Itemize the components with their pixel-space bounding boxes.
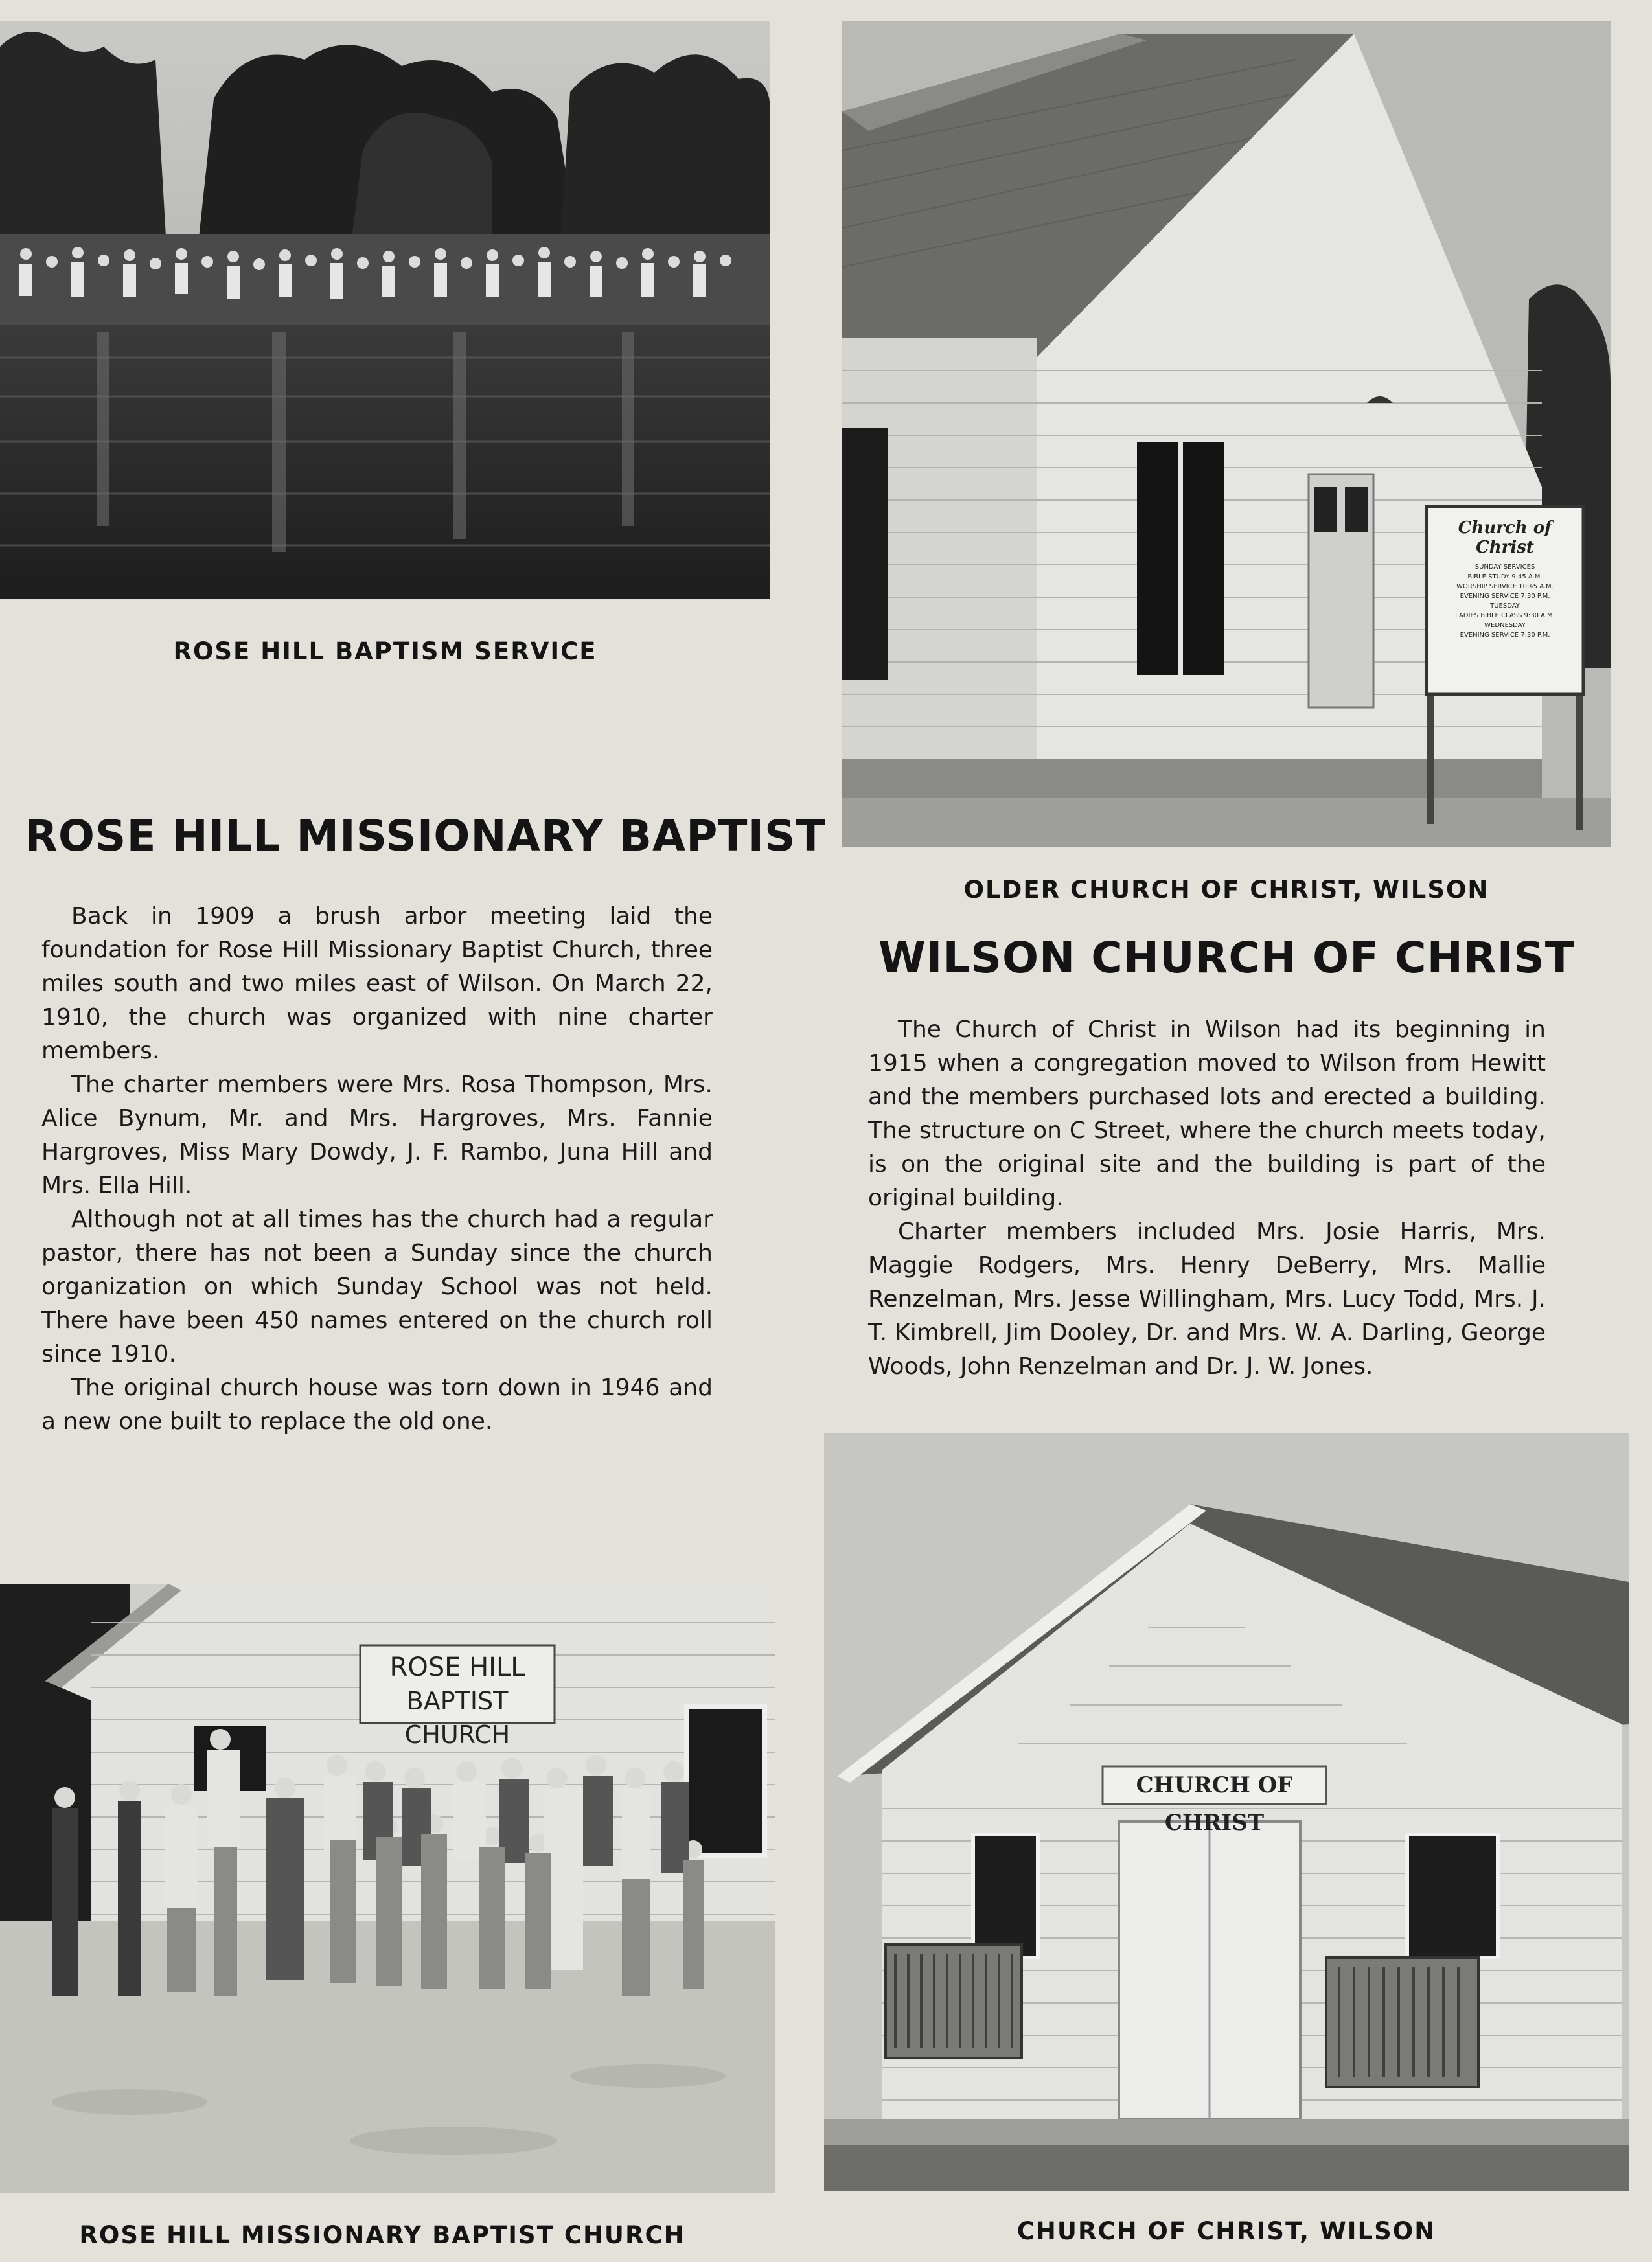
wilson-body [868,1013,1546,1384]
baptism-scene-image [0,21,770,599]
rose-hill-sign-line1: ROSE HILL [389,1652,525,1682]
sign-line: EVENING SERVICE 7:30 P.M. [1460,632,1550,639]
rose-hill-church-photo [0,1584,775,2193]
rose-hill-paragraph: The original church house was torn down in 1946 and a new one built to replace the old one. [41,1375,713,1435]
rose-hill-church-sign [360,1645,555,1749]
rose-hill-headline: ROSE HILL MISSIONARY BAPTIST [25,811,826,861]
rose-hill-body [41,900,713,1439]
rose-hill-church-caption: ROSE HILL MISSIONARY BAPTIST CHURCH [79,2221,685,2249]
sign-line: WEDNESDAY [1484,622,1526,629]
wilson-paragraph: Charter members included Mrs. Josie Harris, Mrs. Maggie Rodgers, Mrs. Henry DeBerry, Mrs. Mallie Renzelman, Mrs. Jesse Willingham, Mrs. Lucy Todd, Mrs. J. T. Kimbrell, Jim Dooley, Dr. and Mrs. W. A. Darling, George Woods, John Renzelman and Dr. J. W. Jones. [868,1218,1546,1380]
sign-line: WORSHIP SERVICE 10:45 A.M. [1456,583,1554,590]
sign-line: BIBLE STUDY 9:45 A.M. [1467,573,1543,580]
older-church-caption: OLDER CHURCH OF CHRIST, WILSON [963,876,1489,904]
sign-line: LADIES BIBLE CLASS 9:30 A.M. [1455,612,1555,619]
older-church-sign [1433,516,1577,691]
wilson-headline: WILSON CHURCH OF CHRIST [878,933,1575,983]
new-church-photo [824,1433,1629,2191]
sign-line: SUNDAY SERVICES [1474,564,1535,571]
older-church-photo [842,21,1611,847]
new-church-caption: CHURCH OF CHRIST, WILSON [1016,2217,1436,2245]
baptism-photo [0,21,770,599]
older-church-image [842,21,1611,847]
new-church-sign: CHURCH OF CHRIST [1136,1772,1293,1836]
wilson-paragraph: The Church of Christ in Wilson had its beginning in 1915 when a congregation moved to Wilson from Hewitt and the members purchased lots and erected a building. The structure on C Street, where the church meets today, is on the original site and the building is part of the original building. [868,1016,1546,1211]
baptism-caption: ROSE HILL BAPTISM SERVICE [173,637,597,665]
sign-line: TUESDAY [1490,602,1520,610]
rose-hill-paragraph: Back in 1909 a brush arbor meeting laid the foundation for Rose Hill Missionary Baptist Church, three miles south and two miles east of Wilson. On March 22, 1910, the church was organized with nine charter members. [41,903,713,1064]
sign-line: EVENING SERVICE 7:30 P.M. [1460,593,1550,600]
rose-hill-paragraph: Although not at all times has the church had a regular pastor, there has not been a Sunday since the church organization on which Sunday School was not held. There have been 450 names entered on the church roll since 1910. [41,1206,713,1367]
older-church-sign-title: Church of Christ [1458,518,1552,557]
rose-hill-paragraph: The charter members were Mrs. Rosa Thompson, Mrs. Alice Bynum, Mr. and Mrs. Hargroves, Mrs. Fannie Hargroves, Miss Mary Dowdy, J. F. Rambo, Juna Hill and Mrs. Ella Hill. [41,1071,713,1199]
rose-hill-sign-line2: BAPTIST CHURCH [404,1687,511,1749]
